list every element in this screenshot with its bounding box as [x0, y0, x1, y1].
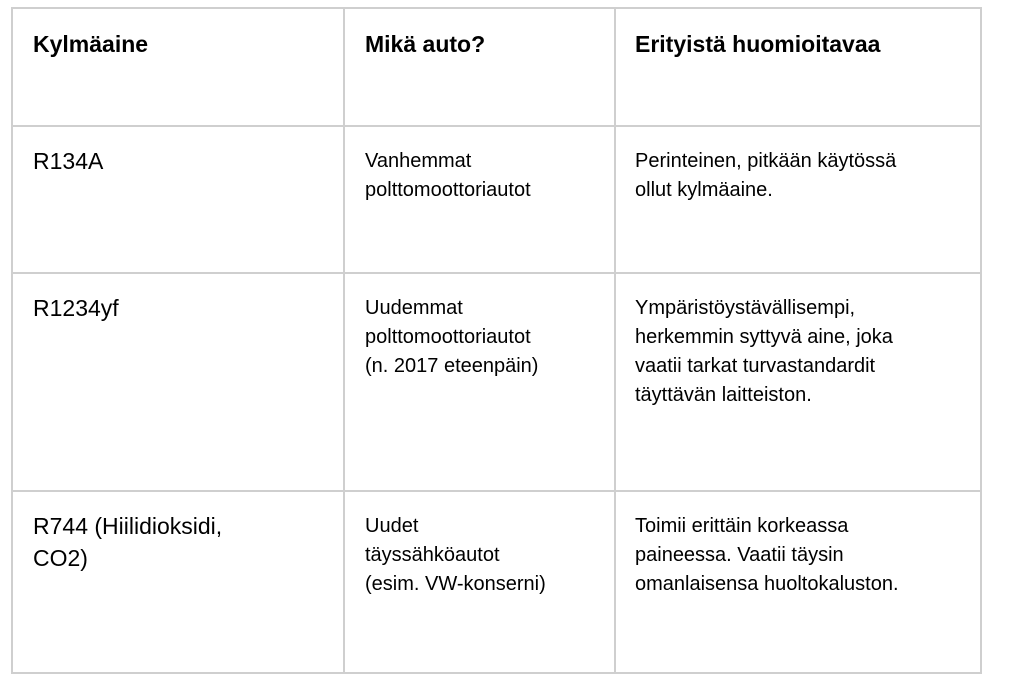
cell-line: herkemmin syttyvä aine, joka [635, 326, 893, 348]
cell-line: Vanhemmat [365, 150, 472, 172]
cell-line: täyssähköautot [365, 544, 500, 566]
header-notes: Erityistä huomioitavaa [615, 8, 981, 126]
refrigerant-table [11, 7, 982, 674]
cell-notes [615, 126, 981, 273]
cell-line: paineessa. Vaatii täysin [635, 544, 844, 566]
cell-line: ollut kylmäaine. [635, 179, 773, 201]
cell-refrigerant [12, 491, 344, 673]
cell-line: vaatii tarkat turvastandardit [635, 355, 876, 377]
cell-notes [615, 491, 981, 673]
cell-refrigerant [12, 126, 344, 273]
cell-refrigerant [12, 273, 344, 491]
cell-line: polttomoottoriautot [365, 326, 531, 348]
cell-line: Perinteinen, pitkään käytössä [635, 150, 897, 172]
cell-notes [615, 273, 981, 491]
table-row [12, 491, 981, 673]
cell-car [344, 491, 615, 673]
cell-line: täyttävän laitteiston. [635, 384, 812, 406]
cell-line: omanlaisensa huoltokaluston. [635, 573, 899, 595]
header-refrigerant: Kylmäaine [12, 8, 344, 126]
cell-line: (n. 2017 eteenpäin) [365, 355, 539, 377]
cell-line: Uudemmat [365, 297, 463, 319]
cell-line: R134A [33, 148, 104, 174]
cell-car [344, 126, 615, 273]
cell-line: Uudet [365, 515, 419, 537]
cell-line: R744 (Hiilidioksidi, [33, 513, 223, 539]
cell-line: (esim. VW-konserni) [365, 573, 546, 595]
cell-line: polttomoottoriautot [365, 179, 531, 201]
table-row [12, 126, 981, 273]
cell-line: CO2) [33, 545, 88, 571]
cell-car [344, 273, 615, 491]
table-row [12, 273, 981, 491]
header-car: Mikä auto? [344, 8, 615, 126]
cell-line: R1234yf [33, 295, 119, 321]
cell-line: Ympäristöystävällisempi, [635, 297, 856, 319]
table-header-row [12, 8, 981, 126]
cell-line: Toimii erittäin korkeassa [635, 515, 849, 537]
